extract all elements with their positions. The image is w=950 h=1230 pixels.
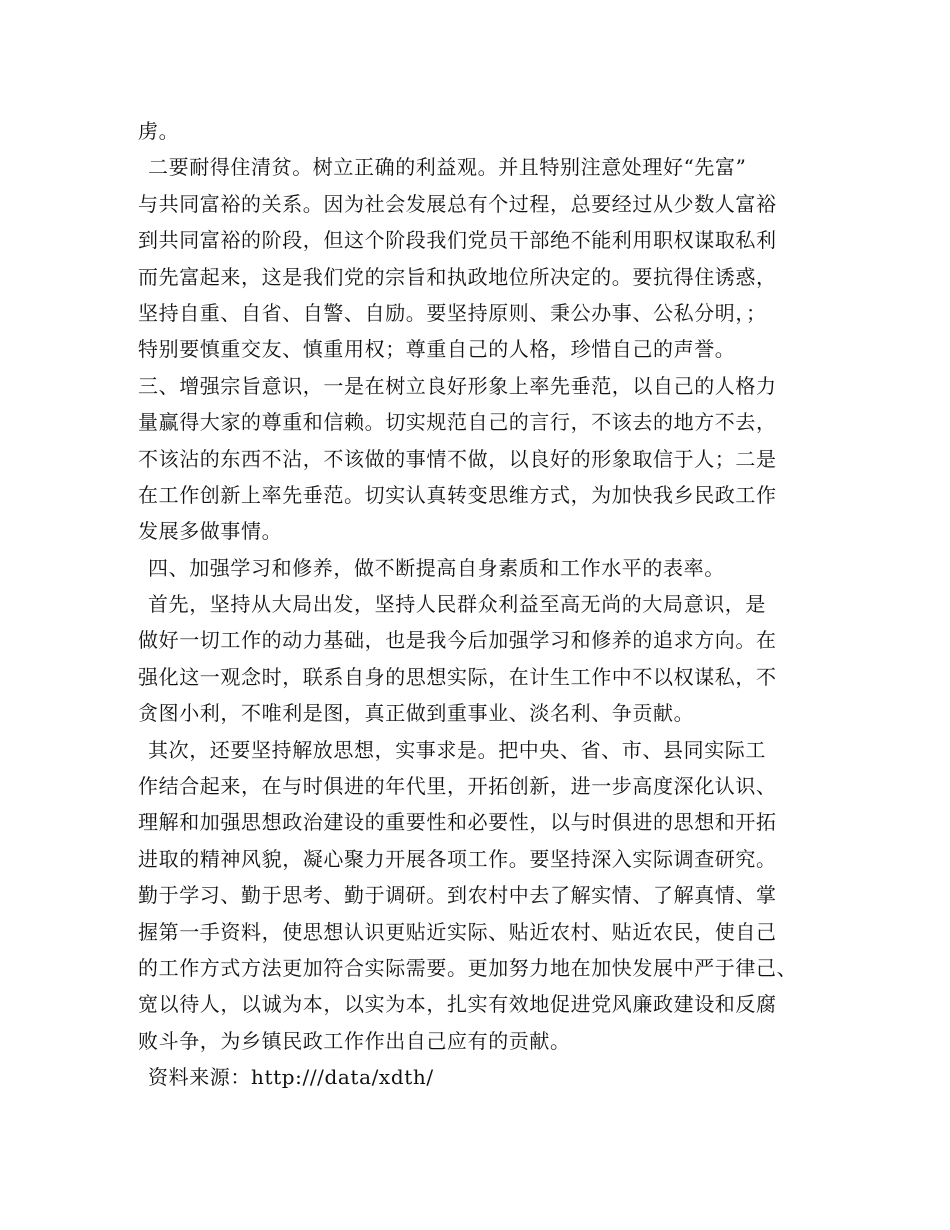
- text-line: 不该沾的东西不沾，不该做的事情不做，以良好的形象取信于人；二是: [138, 446, 777, 471]
- text-line: 四、加强学习和修养，做不断提高自身素质和工作水平的表率。: [148, 555, 725, 580]
- text-line: 强化这一观念时，联系自身的思想实际，在计生工作中不以权谋私，不: [138, 664, 777, 689]
- text-line: 理解和加强思想政治建设的重要性和必要性，以与时俱进的思想和开拓: [138, 810, 777, 835]
- text-line: 宽以待人，以诚为本，以实为本，扎实有效地促进党风廉政建设和反腐: [138, 992, 777, 1017]
- text-line: 而先富起来，这是我们党的宗旨和执政地位所决定的。要抗得住诱惑，: [138, 264, 777, 289]
- text-line: 与共同富裕的关系。因为社会发展总有个过程，总要经过从少数人富裕: [138, 191, 777, 216]
- text-line: 做好一切工作的动力基础，也是我今后加强学习和修养的追求方向。在: [138, 628, 777, 653]
- document-body: [138, 113, 828, 1096]
- text-line: 发展多做事情。: [138, 519, 283, 544]
- text-line: 特别要慎重交友、慎重用权；尊重自己的人格，珍惜自己的声誉。: [138, 337, 736, 362]
- text-line: 虏。: [138, 119, 180, 143]
- text-line: 握第一手资料，使思想认识更贴近实际、贴近农村、贴近农民，使自己: [138, 919, 777, 944]
- text-line: 其次，还要坚持解放思想，实事求是。把中央、省、市、县同实际工: [148, 737, 766, 762]
- text-line: 二要耐得住清贫。树立正确的利益观。并且特别注意处理好“先富”: [148, 155, 747, 180]
- text-line: 作结合起来，在与时俱进的年代里，开拓创新，进一步高度深化认识、: [138, 774, 777, 799]
- text-line: 三、增强宗旨意识，一是在树立良好形象上率先垂范，以自己的人格力: [138, 373, 777, 398]
- text-line: 量赢得大家的尊重和信赖。切实规范自己的言行，不该去的地方不去，: [138, 410, 777, 435]
- text-line: 贪图小利，不唯利是图，真正做到重事业、淡名利、争贡献。: [138, 701, 695, 726]
- text-line: 进取的精神风貌，凝心聚力开展各项工作。要坚持深入实际调查研究。: [138, 846, 777, 871]
- text-line: 首先，坚持从大局出发，坚持人民群众利益至高无尚的大局意识，是: [148, 592, 766, 617]
- text-line: 在工作创新上率先垂范。切实认真转变思维方式，为加快我乡民政工作: [138, 482, 777, 507]
- text-line: 的工作方式方法更加符合实际需要。更加努力地在加快发展中严于律己、: [138, 955, 798, 980]
- text-line: 坚持自重、自省、自警、自励。要坚持原则、秉公办事、公私分明，；: [138, 300, 767, 325]
- text-line: 败斗争，为乡镇民政工作作出自己应有的贡献。: [138, 1028, 571, 1053]
- text-line: 勤于学习、勤于思考、勤于调研。到农村中去了解实情、了解真情、掌: [138, 883, 777, 908]
- text-line: 到共同富裕的阶段，但这个阶段我们党员干部绝不能利用职权谋取私利: [138, 228, 777, 253]
- text-line: 资料来源：http:///data/xdth/: [148, 1065, 434, 1090]
